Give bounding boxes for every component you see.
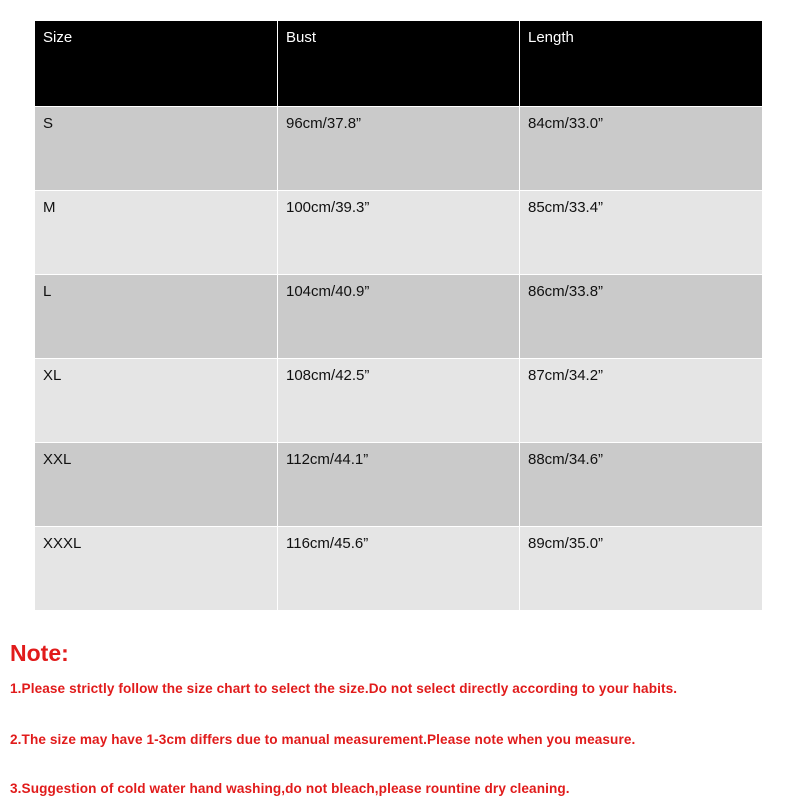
table-row: [35, 275, 763, 359]
length-cell: 84cm/33.0”: [520, 107, 763, 191]
length-cell: 88cm/34.6”: [520, 443, 763, 527]
length-cell: 86cm/33.8”: [520, 275, 763, 359]
length-cell: 87cm/34.2”: [520, 359, 763, 443]
size-cell: XXL: [35, 443, 278, 527]
length-cell: 89cm/35.0”: [520, 527, 763, 611]
note-line-3: 3.Suggestion of cold water hand washing,do not bleach,please rountine dry cleaning.: [10, 781, 570, 796]
bust-cell: 100cm/39.3”: [278, 191, 520, 275]
bust-cell: 104cm/40.9”: [278, 275, 520, 359]
size-cell: S: [35, 107, 278, 191]
size-chart-table: [34, 20, 763, 611]
length-cell: 85cm/33.4”: [520, 191, 763, 275]
size-cell: XL: [35, 359, 278, 443]
note-line-1: 1.Please strictly follow the size chart to select the size.Do not select directly according to your habits.: [10, 681, 678, 696]
table-row: [35, 359, 763, 443]
table-row: [35, 443, 763, 527]
bust-cell: 108cm/42.5”: [278, 359, 520, 443]
note-title: Note:: [10, 640, 69, 666]
table-row: [35, 191, 763, 275]
header-bust: Bust: [278, 21, 520, 107]
table-row: [35, 107, 763, 191]
note-line-2: 2.The size may have 1-3cm differs due to manual measurement.Please note when you measure.: [10, 732, 636, 747]
header-length: Length: [520, 21, 763, 107]
bust-cell: 116cm/45.6”: [278, 527, 520, 611]
table-header-row: [35, 21, 763, 107]
table-row: [35, 527, 763, 611]
header-size: Size: [35, 21, 278, 107]
bust-cell: 112cm/44.1”: [278, 443, 520, 527]
bust-cell: 96cm/37.8”: [278, 107, 520, 191]
size-cell: XXXL: [35, 527, 278, 611]
size-cell: L: [35, 275, 278, 359]
size-cell: M: [35, 191, 278, 275]
